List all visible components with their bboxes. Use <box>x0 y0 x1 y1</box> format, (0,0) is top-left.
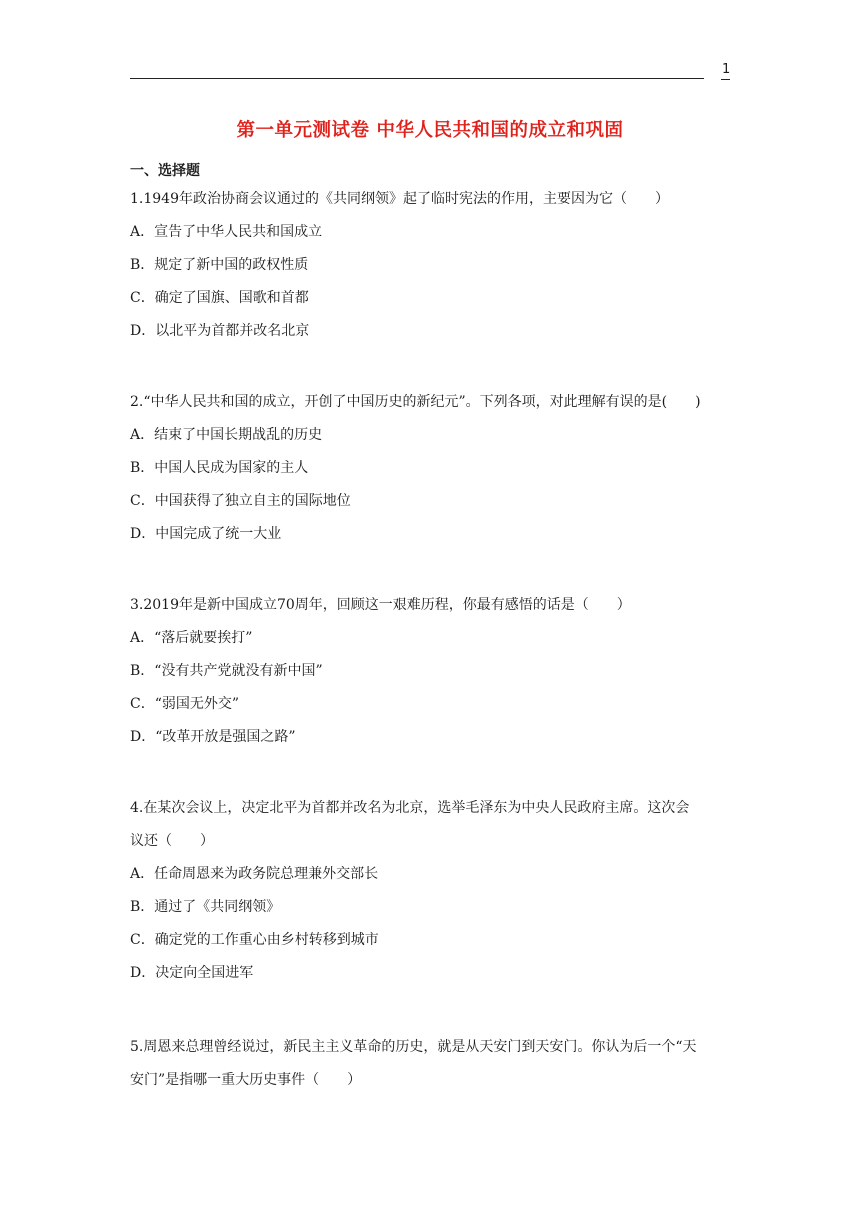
option-b: B．通过了《共同纲领》 <box>130 899 281 915</box>
option-d: D．中国完成了统一大业 <box>130 526 282 542</box>
option-a: A．任命周恩来为政务院总理兼外交部长 <box>130 866 379 882</box>
question-stem-continued: 议还（ ） <box>130 833 214 849</box>
option-d: D．决定向全国进军 <box>130 965 254 981</box>
question-stem-continued: 安门”是指哪一重大历史事件（ ） <box>130 1072 362 1088</box>
question-stem: 4.在某次会议上，决定北平为首都并改名为北京，选举毛泽东为中央人民政府主席。这次会 <box>130 800 690 816</box>
option-c: C．中国获得了独立自主的国际地位 <box>130 493 351 509</box>
option-a: A．“落后就要挨打” <box>130 630 253 646</box>
question-stem: 3.2019年是新中国成立70周年，回顾这一艰难历程，你最有感悟的话是（ ） <box>130 597 631 613</box>
document-title: 第一单元测试卷 中华人民共和国的成立和巩固 <box>236 120 624 141</box>
option-a: A．宣告了中华人民共和国成立 <box>130 224 323 240</box>
option-d: D．以北平为首都并改名北京 <box>130 323 310 339</box>
page-number: 1 <box>722 62 731 77</box>
question-3 <box>130 589 730 754</box>
section-heading: 一、选择题 <box>130 163 200 179</box>
option-b: B．规定了新中国的政权性质 <box>130 257 309 273</box>
question-stem: 1.1949年政治协商会议通过的《共同纲领》起了临时宪法的作用，主要因为它（ ） <box>130 191 669 207</box>
option-b: B．“没有共产党就没有新中国” <box>130 663 323 679</box>
question-5 <box>130 1031 730 1097</box>
header-rule <box>130 78 704 79</box>
question-2 <box>130 386 730 551</box>
option-c: C．确定了国旗、国歌和首都 <box>130 290 309 306</box>
option-d: D．“改革开放是强国之路” <box>130 729 296 745</box>
option-a: A．结束了中国长期战乱的历史 <box>130 427 323 443</box>
option-c: C．确定党的工作重心由乡村转移到城市 <box>130 932 379 948</box>
option-b: B．中国人民成为国家的主人 <box>130 460 309 476</box>
option-c: C．“弱国无外交” <box>130 696 240 712</box>
question-1 <box>130 183 730 348</box>
page-number-underline <box>721 79 730 80</box>
question-stem: 5.周恩来总理曾经说过，新民主主义革命的历史，就是从天安门到天安门。你认为后一个“天 <box>130 1039 697 1055</box>
question-stem: 2.“中华人民共和国的成立，开创了中国历史的新纪元”。下列各项，对此理解有误的是( ) <box>130 394 701 410</box>
question-4 <box>130 792 730 990</box>
